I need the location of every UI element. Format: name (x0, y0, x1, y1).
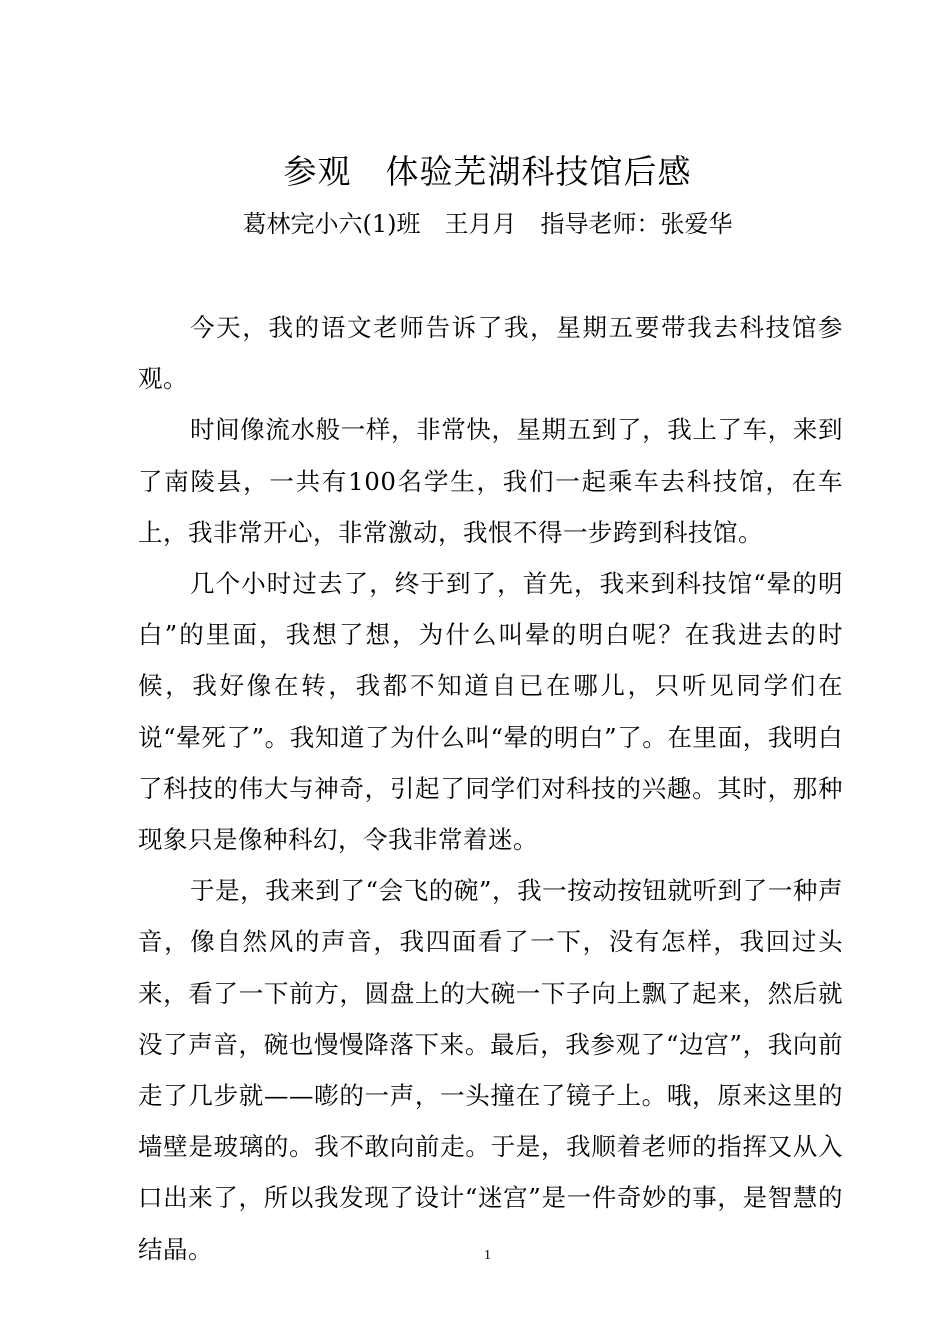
page-number: 1 (484, 1248, 491, 1263)
author-byline: 葛林完小六(1)班 王月月 指导老师：张爱华 (242, 210, 733, 238)
document-body (138, 302, 843, 1275)
paragraph-3: 几个小时过去了，终于到了，首先，我来到科技馆“晕的明白”的里面，我想了想，为什么叫晕的明白呢？在我进去的时候，我好像在转，我都不知道自已在哪儿，只听见同学们在说“晕死了”。我知道了为什么叫“晕的明白”了。在里面，我明白了科技的伟大与神奇，引起了同学们对科技的兴趣。其时，那种现象只是像种科幻，令我非常着迷。 (138, 569, 843, 855)
paragraph-1: 今天，我的语文老师告诉了我，星期五要带我去科技馆参观。 (138, 313, 843, 394)
paragraph-4: 于是，我来到了“会飞的碗”，我一按动按钮就听到了一种声音，像自然风的声音，我四面看了一下，没有怎样，我回过头来，看了一下前方，圆盘上的大碗一下子向上飘了起来，然后就没了声音，碗也慢慢降落下来。最后，我参观了“边宫”，我向前走了几步就——嘭的一声，一头撞在了镜子上。哦，原来这里的墙壁是玻璃的。我不敢向前走。于是，我顺着老师的指挥又从入口出来了，所以我发现了设计“迷宫”是一件奇妙的事，是智慧的结晶。 (138, 876, 843, 1264)
document-title: 参观 体验芜湖科技馆后感 (283, 152, 692, 191)
paragraph-2: 时间像流水般一样，非常快，星期五到了，我上了车，来到了南陵县，一共有100名学生，我们一起乘车去科技馆，在车上，我非常开心，非常激动，我恨不得一步跨到科技馆。 (138, 415, 843, 547)
